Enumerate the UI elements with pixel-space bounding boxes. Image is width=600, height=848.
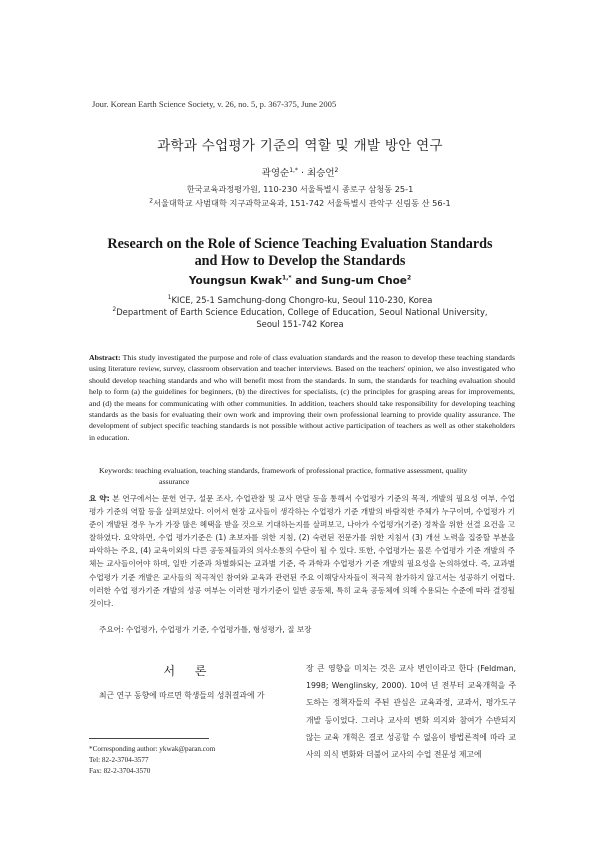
body-left-column: 최근 연구 동향에 따르면 학생들의 성취결과에 가: [99, 691, 265, 700]
english-affiliation-2: [0, 307, 600, 317]
english-title-line-1: Research on the Role of Science Teaching Evaluation Standards: [107, 236, 493, 252]
korean-affiliation-2: [0, 198, 600, 209]
english-keywords: [99, 465, 515, 488]
english-author-2: Sung-um Choe: [320, 275, 407, 287]
english-title-line-2: and How to Develop the Standards: [194, 253, 406, 269]
korean-title: 과학과 수업평가 기준의 역할 및 개발 방안 연구: [157, 138, 443, 154]
english-authors: [0, 275, 600, 287]
korean-authors: [0, 165, 600, 179]
keywords-label: Keywords:: [99, 466, 134, 475]
korean-affiliation-2-text: 서울대학교 사범대학 지구과학교육과, 151-742 서울특별시 관악구 신림동 산 56-1: [153, 198, 451, 208]
korean-author-1: 곽영순: [261, 168, 290, 179]
english-affiliation-1-sup: 1: [167, 294, 172, 302]
footnote-corresponding-author: *Corresponding author: ykwak@paran.com: [89, 745, 216, 753]
english-author-and: and: [291, 275, 321, 287]
korean-keywords-label: 주요어:: [99, 625, 124, 634]
footnote-divider: [89, 738, 209, 739]
english-abstract: [89, 352, 515, 443]
korean-author-separator: ·: [297, 168, 307, 179]
korean-abstract-label: 요 약:: [89, 494, 110, 503]
korean-author-2: 최승언: [306, 168, 335, 179]
korean-author-1-sup: 1,*: [289, 166, 298, 174]
english-affiliation-1: [0, 295, 600, 305]
english-author-1-sup: 1,*: [281, 274, 292, 282]
english-author-2-sup: 2: [406, 274, 412, 282]
korean-author-2-sup: 2: [334, 166, 339, 174]
korean-affiliation-1: 한국교육과정평가원, 110-230 서울특별시 종로구 삼청동 25-1: [186, 184, 414, 194]
korean-abstract-text: 본 연구에서는 문헌 연구, 설문 조사, 수업관찰 및 교사 면담 등을 통해서 수업평가 기준의 목적, 개발의 필요성 여부, 수업평가 기준의 역할 등을 살펴보았다. 이어서 현장 교사들이 생각하는 수업평가 기준 개발의 바람직한 주체가 누구이며, 수업평가 기준이 개발된 경우 누가 가장 많은 혜택을 받을 것으로 기대하는지를 살펴보고, 나아가 수업평가(기준) 정착을 위한 선결 요건을 고찰하였다. 요약하면, 수업 평가기준은 (1) 초보자를 위한 지침, (2) 숙련된 전문가를 위한 지침서 (3) 개선 노력을 집중할 부분을 파악하는 주요, (4) 교육이외의 다른 공동체들과의 의사소통의 수단이 될 수 있다. 또한, 수업평가는 물론 수업평가 기준 개발의 주체는 교사들이어야 하며, 일반 기준과 차별화되는 교과별 기준, 즉 과학과 수업평가 기준 개발의 필요성을 논의하였다. 즉, 교과별 수업평가 기준 개발은 교사들의 적극적인 참여와 교육과 관련된 주요 이해당사자들이 적극적 참가하지 않고서는 성공하기 어렵다. 이러한 수업 평가기준 개발의 성공 여부는 이러한 평가기준이 일반 공동체, 특히 교육 공동체에 의해 수용되는 수준에 따라 결정될 것이다.: [89, 494, 515, 608]
korean-keywords-text: 수업평가, 수업평가 기준, 수업평가틀, 형성평가, 질 보장: [123, 625, 312, 634]
english-affiliation-1-text: KICE, 25-1 Samchung-dong Chongro-ku, Seoul 110-230, Korea: [171, 295, 433, 305]
english-affiliation-2-line-2: Seoul 151-742 Korea: [256, 319, 344, 329]
english-affiliation-2-line-1: Department of Earth Science Education, College of Education, Seoul National University,: [116, 307, 488, 317]
footnote-fax: Fax: 82-2-3704-3570: [89, 767, 151, 775]
korean-keywords: [99, 624, 515, 635]
english-affiliation-2-sup: 2: [112, 306, 117, 314]
abstract-label: Abstract:: [89, 353, 121, 362]
english-author-1: Youngsun Kwak: [188, 275, 282, 287]
keywords-line-1: teaching evaluation, teaching standards, framework of professional practice, formative assessment, quality: [133, 466, 468, 475]
abstract-text: This study investigated the purpose and role of class evaluation standards and the reason to develop these teaching standards using literature review, survey, classroom observation and teacher interviews. Based on the teachers' opinion, we also investigated who should develop teaching standards and who will benefit most from the standards. In sum, the standards for teaching evaluation should help to form (a) the guidelines for beginners, (b) the directives for specialists, (c) the principles for grasping areas for improvements, and (d) the means for communicating with other communities. In addition, teachers should take responsibility for developing teaching standards as the basis for evaluating their own work and improving their own professional learning to provide quality assurance. The development of subject specific teaching standards is not possible without active participation of teachers as well as other stakeholders in education.: [89, 353, 515, 442]
keywords-line-2: assurance: [159, 477, 190, 487]
korean-abstract: [89, 492, 515, 610]
section-title-introduction: 서 론: [163, 664, 215, 678]
body-right-column: 장 큰 영향을 미치는 것은 교사 변인이라고 한다 (Feldman, 1998; Wenglinsky, 2000). 10여 년 전부터 교육개혁을 주도하는 정책자들의 주된 관심은 교육과정, 교과서, 평가도구 개발 등이었다. 그러나 교사의 변화 의지와 참여가 수반되지 않는 교육 개혁은 결코 성공할 수 없음이 방법론적에 따라 교사의 의식 변화와 더불어 교사의 수업 전문성 제고에: [306, 664, 516, 760]
footnote-tel: Tel: 82-2-3704-3577: [89, 756, 149, 764]
korean-affiliation-2-sup: 2: [149, 197, 154, 205]
journal-citation: Jour. Korean Earth Science Society, v. 26, no. 5, p. 367-375, June 2005: [92, 99, 337, 109]
